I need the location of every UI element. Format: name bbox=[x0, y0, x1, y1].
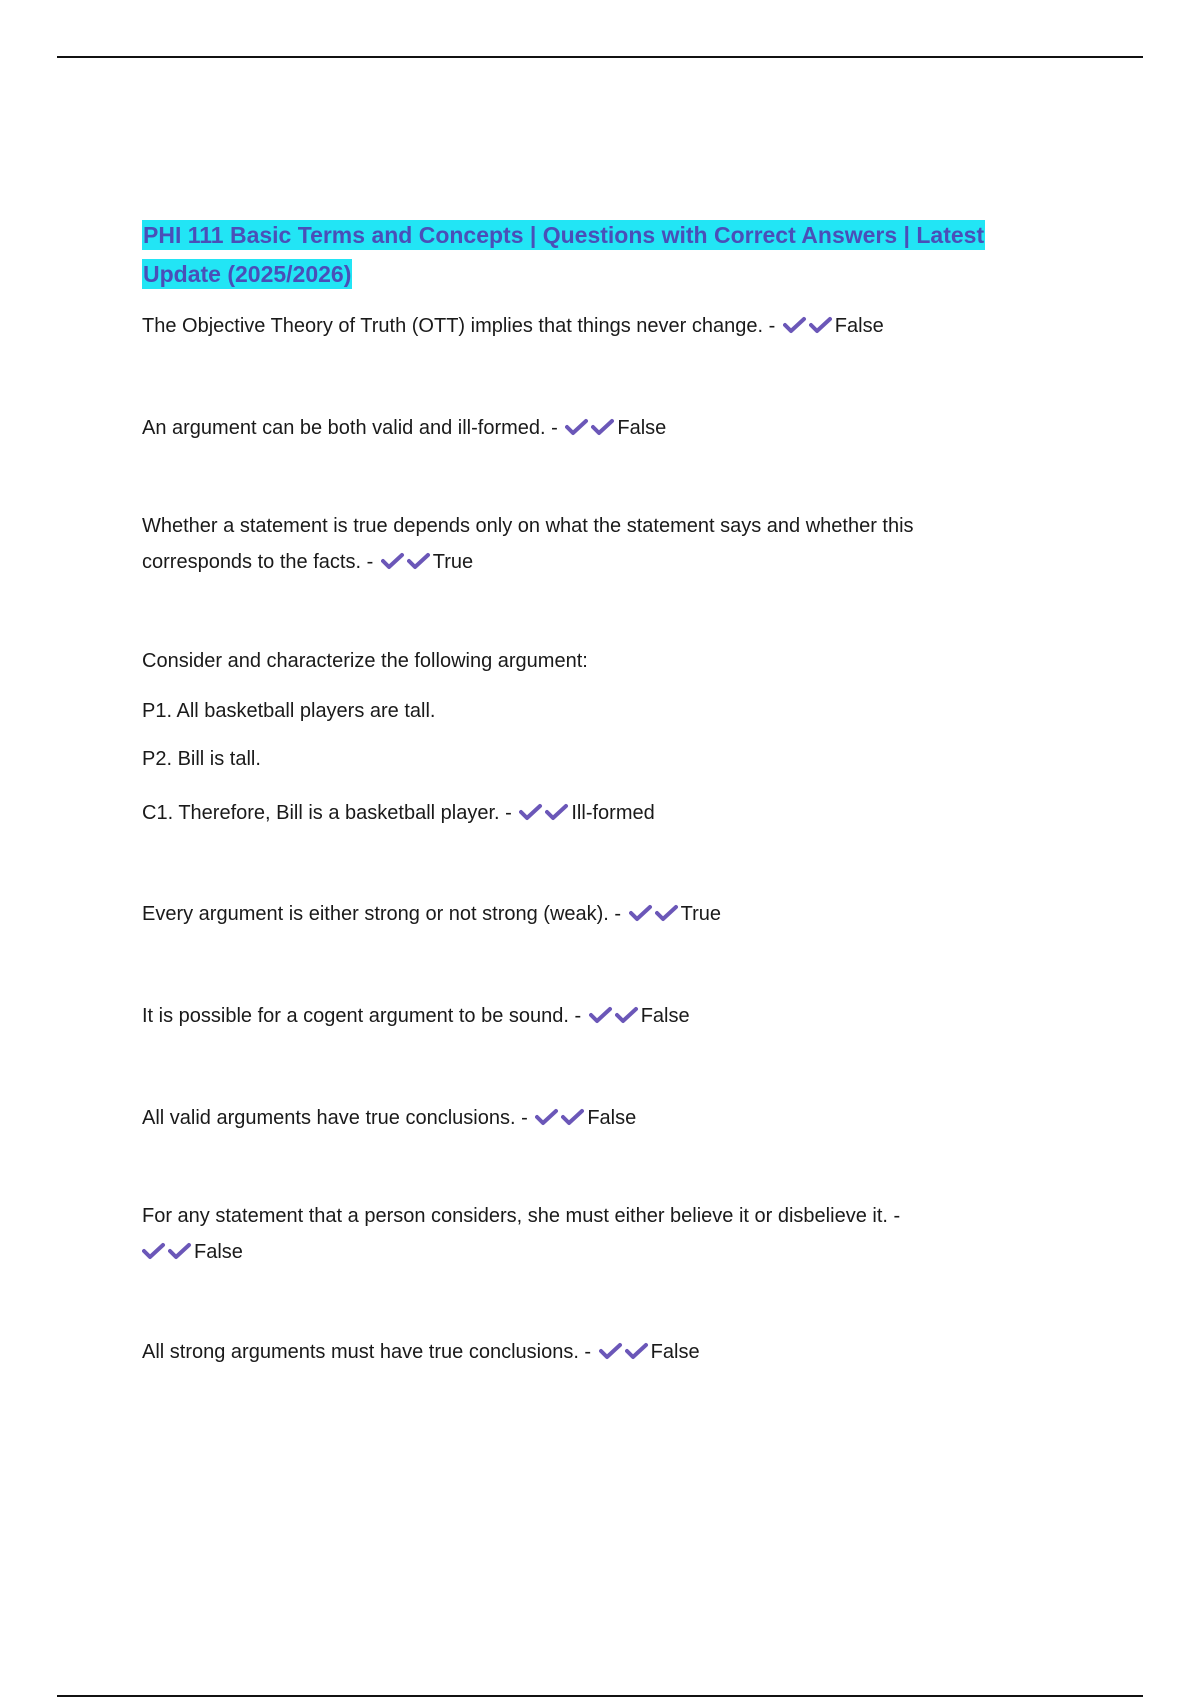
check-mark-icon bbox=[629, 904, 653, 922]
check-mark-icon bbox=[142, 1242, 166, 1260]
premise-2-text: P2. Bill is tall. bbox=[142, 748, 261, 770]
check-mark-icon bbox=[599, 1342, 623, 1360]
argument-intro: Consider and characterize the following argument: bbox=[142, 650, 588, 672]
answer-text: True bbox=[680, 903, 722, 925]
answer-text: False bbox=[640, 1005, 690, 1027]
check-mark-icon bbox=[535, 1108, 559, 1126]
question-text: All strong arguments must have true conclusions. bbox=[142, 1341, 579, 1363]
check-mark-icon bbox=[615, 1006, 639, 1024]
check-mark-icon bbox=[168, 1242, 192, 1260]
answer-text: False bbox=[194, 1241, 243, 1263]
separator: - bbox=[568, 1005, 587, 1027]
answer-text: False bbox=[834, 315, 884, 337]
check-mark-icon bbox=[809, 316, 833, 334]
check-mark-icon bbox=[783, 316, 807, 334]
qa-item-5 bbox=[142, 896, 1022, 932]
separator: - bbox=[515, 1107, 534, 1129]
question-text: It is possible for a cogent argument to be sound. bbox=[142, 1005, 569, 1027]
check-mark-icon bbox=[381, 552, 405, 570]
answer-text: Ill-formed bbox=[571, 802, 655, 824]
answer-text: False bbox=[587, 1107, 637, 1129]
check-mark-icon bbox=[561, 1108, 585, 1126]
qa-item-1 bbox=[142, 308, 1022, 344]
qa-item-2 bbox=[142, 410, 1022, 446]
question-text: C1. Therefore, Bill is a basketball player. bbox=[142, 802, 500, 824]
premise-1-text: P1. All basketball players are tall. bbox=[142, 700, 436, 722]
header-rule bbox=[57, 56, 1143, 58]
answer-text: False bbox=[650, 1341, 700, 1363]
qa-item-7 bbox=[142, 1100, 1022, 1136]
check-mark-icon bbox=[565, 418, 589, 436]
check-mark-icon bbox=[589, 1006, 613, 1024]
qa-item-3 bbox=[142, 508, 1022, 580]
separator: - bbox=[608, 903, 627, 925]
check-mark-icon bbox=[655, 904, 679, 922]
check-mark-icon bbox=[407, 552, 431, 570]
check-mark-icon bbox=[545, 803, 569, 821]
argument-conclusion bbox=[142, 795, 1022, 831]
qa-item-8 bbox=[142, 1198, 1022, 1270]
separator: - bbox=[361, 551, 379, 573]
argument-premise-1 bbox=[142, 693, 1022, 729]
question-text-line-2: corresponds to the facts. bbox=[142, 551, 362, 573]
separator: - bbox=[763, 315, 781, 337]
question-text-line-1: Whether a statement is true depends only on what the statement says and whether this bbox=[142, 515, 914, 537]
argument-premise-2 bbox=[142, 741, 1022, 777]
footer-rule bbox=[57, 1695, 1143, 1697]
qa-item-9 bbox=[142, 1334, 1022, 1370]
title-line-1: PHI 111 Basic Terms and Concepts | Questions with Correct Answers | Latest bbox=[143, 222, 985, 248]
question-text: For any statement that a person considers, she must either believe it or disbelieve it. - bbox=[142, 1205, 901, 1227]
check-mark-icon bbox=[625, 1342, 649, 1360]
check-mark-icon bbox=[519, 803, 543, 821]
separator: - bbox=[499, 802, 518, 824]
question-text: Every argument is either strong or not strong (weak). bbox=[142, 903, 609, 925]
separator: - bbox=[545, 417, 564, 439]
title-line-2: Update (2025/2026) bbox=[143, 261, 352, 287]
qa-item-4 bbox=[142, 643, 1022, 679]
answer-text: False bbox=[617, 417, 667, 439]
question-text: All valid arguments have true conclusions. bbox=[142, 1107, 516, 1129]
check-mark-icon bbox=[591, 418, 615, 436]
page-title bbox=[142, 216, 1022, 294]
question-text: An argument can be both valid and ill-formed. bbox=[142, 417, 546, 439]
question-text: The Objective Theory of Truth (OTT) implies that things never change. bbox=[142, 315, 764, 337]
separator: - bbox=[578, 1341, 597, 1363]
answer-text: True bbox=[432, 551, 474, 573]
qa-item-6 bbox=[142, 998, 1022, 1034]
